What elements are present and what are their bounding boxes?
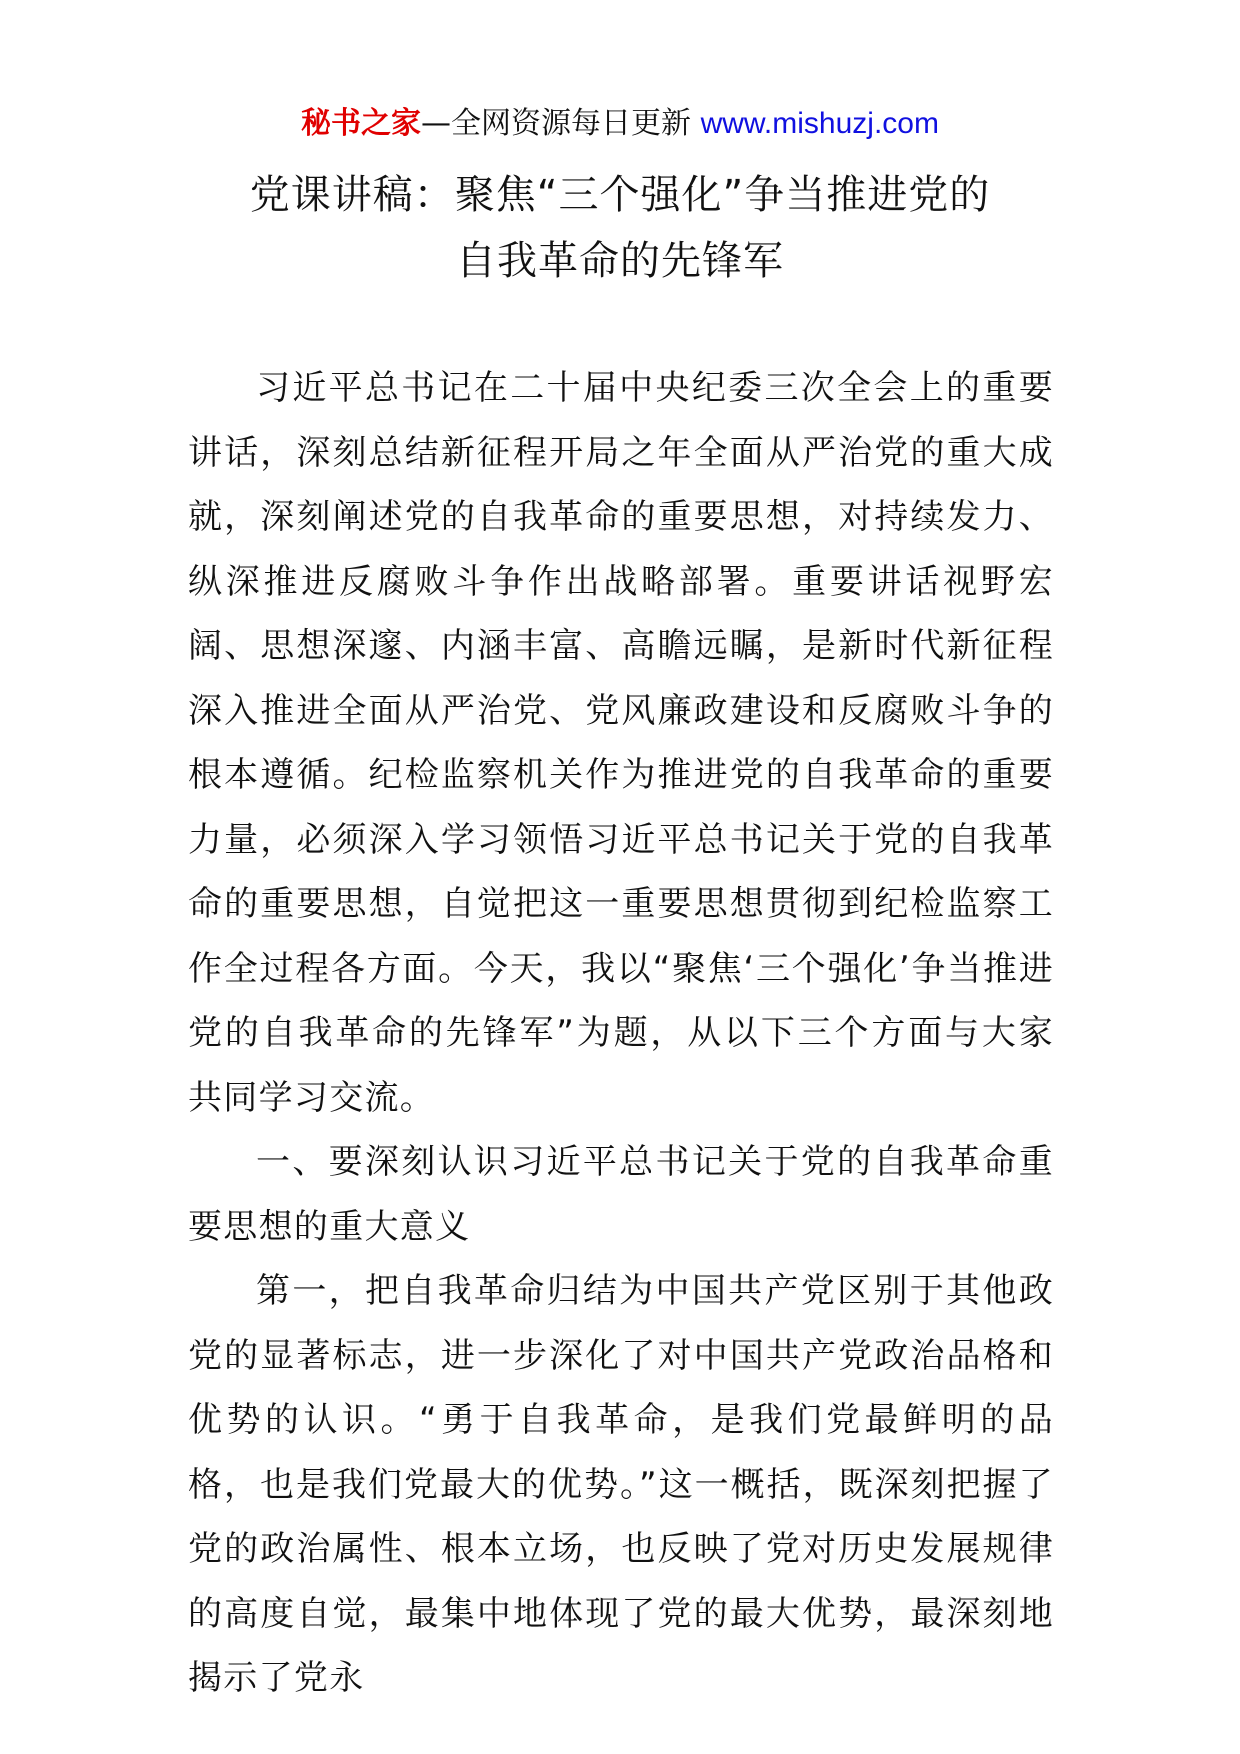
header-tagline: —全网资源每日更新 [421,106,701,141]
body-paragraph-first: 第一，把自我革命归结为中国共产党区别于其他政党的显著标志，进一步深化了对中国共产党政治品格和优势的认识。“勇于自我革命，是我们党最鲜明的品格，也是我们党最大的优势。”这一概括，既深刻把握了党的政治属性、根本立场，也反映了党对历史发展规律的高度自觉，最集中地体现了党的最大优势，最深刻地揭示了党永 [188,1271,1054,1698]
body-paragraph-intro: 习近平总书记在二十届中央纪委三次全会上的重要讲话，深刻总结新征程开局之年全面从严治党的重大成就，深刻阐述党的自我革命的重要思想，对持续发力、纵深推进反腐败斗争作出战略部署。重要讲话视野宏阔、思想深邃、内涵丰富、高瞻远瞩，是新时代新征程深入推进全面从严治党、党风廉政建设和反腐败斗争的根本遵循。纪检监察机关作为推进党的自我革命的重要力量，必须深入学习领悟习近平总书记关于党的自我革命的重要思想，自觉把这一重要思想贯彻到纪检监察工作全过程各方面。今天，我以“聚焦‘三个强化’争当推进党的自我革命的先锋军”为题，从以下三个方面与大家共同学习交流。 [188,368,1054,1118]
document-body [188,356,1054,1711]
site-url-link[interactable]: www.mishuzj.com [700,107,939,140]
section-heading-1: 一、要深刻认识习近平总书记关于党的自我革命重要思想的重大意义 [188,1142,1054,1247]
title-line-2: 自我革命的先锋军 [456,238,784,284]
title-line-1: 党课讲稿：聚焦“三个强化”争当推进党的 [249,172,991,218]
document-title [100,162,1140,294]
site-header [0,102,1240,146]
site-name: 秘书之家 [301,106,422,141]
